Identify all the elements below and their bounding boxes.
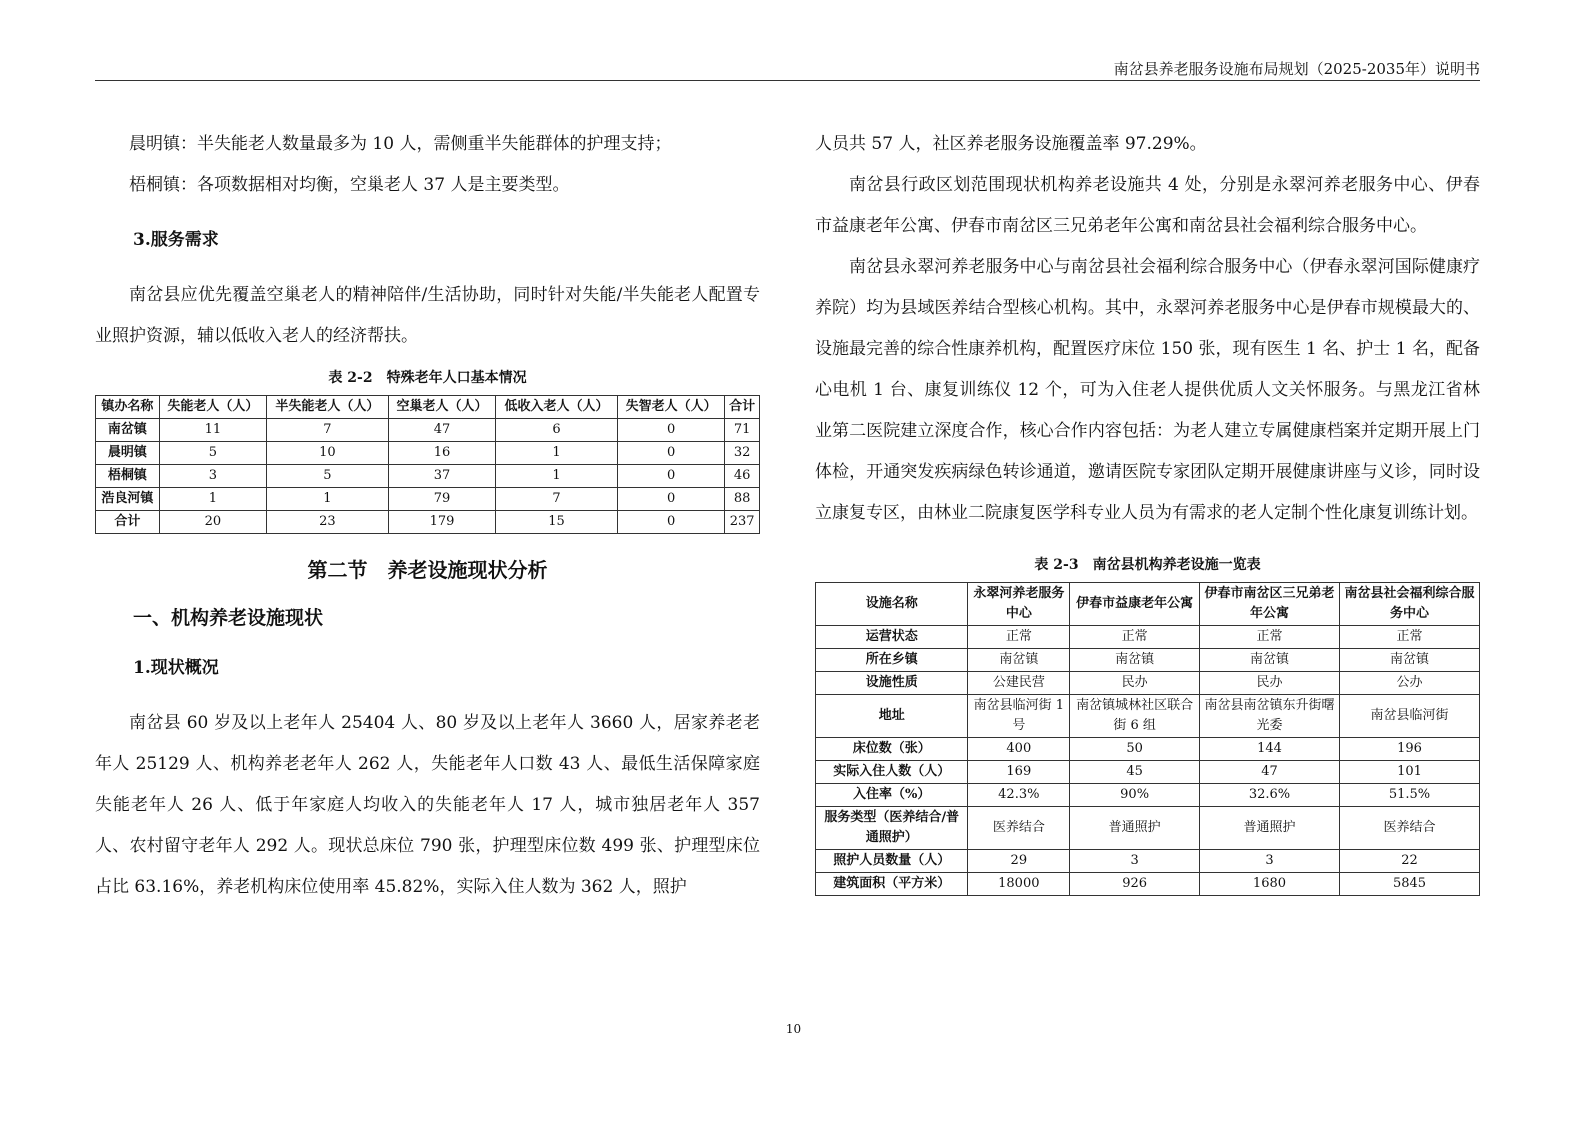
- column-header: 镇办名称: [96, 396, 160, 419]
- paragraph: 人员共 57 人，社区养老服务设施覆盖率 97.29%。: [815, 134, 1207, 154]
- table-cell: 32: [725, 442, 760, 465]
- table-cell: 普通照护: [1199, 807, 1339, 850]
- paragraph: 梧桐镇：各项数据相对均衡，空巢老人 37 人是主要类型。: [129, 175, 570, 195]
- table-cell: 5845: [1339, 873, 1479, 896]
- table-cell: 400: [968, 738, 1070, 761]
- table-cell: 3: [1070, 850, 1200, 873]
- table-row: [96, 442, 760, 465]
- table-cell: 0: [617, 511, 724, 534]
- table-cell: 196: [1339, 738, 1479, 761]
- page-number: 10: [785, 1022, 802, 1036]
- section-title: 第二节 养老设施现状分析: [307, 558, 548, 582]
- row-label: 床位数（张）: [816, 738, 968, 761]
- table-cell: 20: [159, 511, 266, 534]
- column-header: 南岔县社会福利综合服务中心: [1339, 583, 1479, 626]
- table-row: [816, 761, 1480, 784]
- table-cell: 18000: [968, 873, 1070, 896]
- table-cell: 42.3%: [968, 784, 1070, 807]
- right-column: [815, 124, 1480, 896]
- table-cell: 1: [496, 442, 618, 465]
- table-row: [96, 488, 760, 511]
- table-cell: 15: [496, 511, 618, 534]
- table-cell: 47: [388, 419, 495, 442]
- subheading-service-demand: 3.服务需求: [133, 230, 219, 250]
- table-cell: 南岔县临河街 1 号: [968, 695, 1070, 738]
- facility-list-table: [815, 582, 1480, 896]
- table-cell: 正常: [1199, 626, 1339, 649]
- table-caption: 表 2-3 南岔县机构养老设施一览表: [1034, 557, 1261, 573]
- table-cell: 南岔镇: [1339, 649, 1479, 672]
- table-cell: 32.6%: [1199, 784, 1339, 807]
- table-cell: 90%: [1070, 784, 1200, 807]
- table-row: [96, 419, 760, 442]
- row-label: 设施性质: [816, 672, 968, 695]
- table-cell: 23: [267, 511, 389, 534]
- table-cell: 0: [617, 465, 724, 488]
- row-label: 地址: [816, 695, 968, 738]
- table-row: [816, 850, 1480, 873]
- table-cell: 16: [388, 442, 495, 465]
- table-cell: 民办: [1199, 672, 1339, 695]
- table-cell: 0: [617, 442, 724, 465]
- row-label: 建筑面积（平方米）: [816, 873, 968, 896]
- table-cell: 南岔镇: [968, 649, 1070, 672]
- column-header: 设施名称: [816, 583, 968, 626]
- table-cell: 926: [1070, 873, 1200, 896]
- table-cell: 0: [617, 419, 724, 442]
- table-cell: 1: [267, 488, 389, 511]
- table-cell: 正常: [968, 626, 1070, 649]
- table-cell: 5: [267, 465, 389, 488]
- table-cell: 公建民营: [968, 672, 1070, 695]
- table-row: [816, 784, 1480, 807]
- table-cell: 公办: [1339, 672, 1479, 695]
- subheading-overview: 1.现状概况: [133, 658, 219, 678]
- table-cell: 南岔镇: [1199, 649, 1339, 672]
- table-cell: 51.5%: [1339, 784, 1479, 807]
- paragraph: 南岔县永翠河养老服务中心与南岔县社会福利综合服务中心（伊春永翠河国际健康疗养院）均为县域医养结合型核心机构。其中，永翠河养老服务中心是伊春市规模最大的、设施最完善的综合性康养机构，配置医疗床位 150 张，现有医生 1 名、护士 1 名，配备心电机 1 台、康复训练仪 12 个，可为入住老人提供优质人文关怀服务。与黑龙江省林业第二医院建立深度合作，核心合作内容包括：为老人建立专属健康档案并定期开展上门体检，开通突发疾病绿色转诊通道，邀请医院专家团队定期开展健康讲座与义诊，同时设立康复专区，由林业二院康复医学科专业人员为有需求的老人定制个性化康复训练计划。: [815, 257, 1480, 523]
- table-cell: 5: [159, 442, 266, 465]
- table-cell: 南岔镇: [1070, 649, 1200, 672]
- table-cell: 79: [388, 488, 495, 511]
- table-cell: 1: [496, 465, 618, 488]
- table-row: [816, 738, 1480, 761]
- table-cell: 29: [968, 850, 1070, 873]
- table-row: [816, 649, 1480, 672]
- column-header: 永翠河养老服务中心: [968, 583, 1070, 626]
- paragraph: 晨明镇：半失能老人数量最多为 10 人，需侧重半失能群体的护理支持；: [129, 134, 672, 154]
- row-label: 实际入住人数（人）: [816, 761, 968, 784]
- table-row: [96, 511, 760, 534]
- table-cell: 6: [496, 419, 618, 442]
- table-cell: 0: [617, 488, 724, 511]
- table-cell: 37: [388, 465, 495, 488]
- table-cell: 237: [725, 511, 760, 534]
- column-header: 半失能老人（人）: [267, 396, 389, 419]
- table-cell: 民办: [1070, 672, 1200, 695]
- row-label: 入住率（%）: [816, 784, 968, 807]
- row-label: 梧桐镇: [96, 465, 160, 488]
- table-cell: 正常: [1070, 626, 1200, 649]
- table-cell: 169: [968, 761, 1070, 784]
- row-label: 所在乡镇: [816, 649, 968, 672]
- table-cell: 46: [725, 465, 760, 488]
- table-cell: 88: [725, 488, 760, 511]
- special-elderly-table: [95, 395, 760, 534]
- table-cell: 医养结合: [1339, 807, 1479, 850]
- row-label: 运营状态: [816, 626, 968, 649]
- table-cell: 71: [725, 419, 760, 442]
- table-cell: 3: [1199, 850, 1339, 873]
- table-row: [816, 626, 1480, 649]
- row-label: 晨明镇: [96, 442, 160, 465]
- table-cell: 正常: [1339, 626, 1479, 649]
- row-label: 浩良河镇: [96, 488, 160, 511]
- table-cell: 22: [1339, 850, 1479, 873]
- table-cell: 50: [1070, 738, 1200, 761]
- table-cell: 10: [267, 442, 389, 465]
- table-row: [816, 873, 1480, 896]
- table-cell: 1: [159, 488, 266, 511]
- table-cell: 医养结合: [968, 807, 1070, 850]
- column-header: 空巢老人（人）: [388, 396, 495, 419]
- header-divider: [95, 80, 1480, 81]
- table-cell: 南岔镇城林社区联合街 6 组: [1070, 695, 1200, 738]
- row-label: 南岔镇: [96, 419, 160, 442]
- column-header: 伊春市南岔区三兄弟老年公寓: [1199, 583, 1339, 626]
- table-cell: 南岔县南岔镇东升街曙光委: [1199, 695, 1339, 738]
- column-header: 失能老人（人）: [159, 396, 266, 419]
- table-cell: 7: [496, 488, 618, 511]
- table-row: [816, 807, 1480, 850]
- column-header: 失智老人（人）: [617, 396, 724, 419]
- table-cell: 3: [159, 465, 266, 488]
- table-row: [816, 672, 1480, 695]
- table-cell: 47: [1199, 761, 1339, 784]
- table-caption: 表 2-2 特殊老年人口基本情况: [328, 370, 527, 386]
- table-cell: 45: [1070, 761, 1200, 784]
- table-cell: 1680: [1199, 873, 1339, 896]
- row-label: 照护人员数量（人）: [816, 850, 968, 873]
- left-column: [95, 124, 760, 908]
- table-cell: 101: [1339, 761, 1479, 784]
- paragraph: 南岔县应优先覆盖空巢老人的精神陪伴/生活协助，同时针对失能/半失能老人配置专业照护资源，辅以低收入老人的经济帮扶。: [95, 285, 760, 346]
- table-cell: 南岔县临河街: [1339, 695, 1479, 738]
- paragraph: 南岔县行政区划范围现状机构养老设施共 4 处，分别是永翠河养老服务中心、伊春市益康老年公寓、伊春市南岔区三兄弟老年公寓和南岔县社会福利综合服务中心。: [815, 175, 1480, 236]
- table-row: [816, 695, 1480, 738]
- column-header: 低收入老人（人）: [496, 396, 618, 419]
- table-cell: 179: [388, 511, 495, 534]
- table-cell: 7: [267, 419, 389, 442]
- table-cell: 普通照护: [1070, 807, 1200, 850]
- paragraph: 南岔县 60 岁及以上老年人 25404 人、80 岁及以上老年人 3660 人，居家养老老年人 25129 人、机构养老老年人 262 人，失能老年人口数 43 人、最低生活保障家庭失能老年人 26 人、低于年家庭人均收入的失能老年人 17 人，城市独居老年人 357 人、农村留守老年人 292 人。现状总床位 790 张，护理型床位数 499 张、护理型床位占比 63.16%，养老机构床位使用率 45.82%，实际入住人数为 362 人，照护: [95, 713, 760, 897]
- column-header: 伊春市益康老年公寓: [1070, 583, 1200, 626]
- running-header: 南岔县养老服务设施布局规划（2025-2035年）说明书: [1113, 60, 1480, 78]
- row-label: 合计: [96, 511, 160, 534]
- row-label: 服务类型（医养结合/普通照护）: [816, 807, 968, 850]
- table-cell: 144: [1199, 738, 1339, 761]
- table-cell: 11: [159, 419, 266, 442]
- heading-institutional-facilities: 一、机构养老设施现状: [133, 607, 324, 629]
- column-header: 合计: [725, 396, 760, 419]
- table-row: [96, 465, 760, 488]
